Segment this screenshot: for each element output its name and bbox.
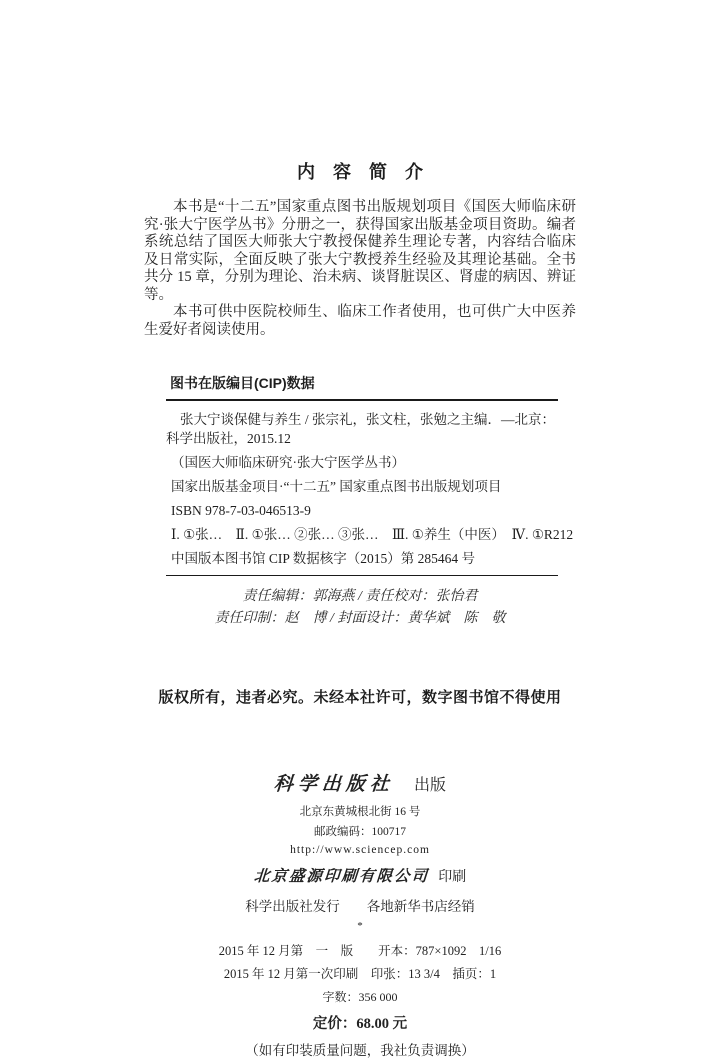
printer-line [0, 864, 720, 886]
word-count: 字数：356 000 [322, 990, 398, 1004]
colophon-divider-star: * [357, 920, 363, 932]
cip-project-line: 国家出版基金项目·“十二五” 国家重点图书出版规划项目 [171, 479, 502, 494]
intro-title: 内 容 简 介 [297, 162, 423, 182]
publisher-line [0, 769, 720, 796]
publisher-name: 科学出版社 [273, 774, 395, 795]
cip-section [166, 373, 574, 576]
cip-classification-line: Ⅰ. ①张… Ⅱ. ①张… ②张… ③张… Ⅲ. ①养生（中医） Ⅳ. ①R212 [171, 527, 574, 542]
intro-paragraph-1: 本书是“十二五”国家重点图书出版规划项目《国医大师临床研究·张大宁医学丛书》分册之一，获得国家出版基金项目资助。编者系统总结了国医大师张大宁教授保健养生理论专著，内容结合临床及日常实际，全面反映了张大宁教授养生经验及其理论基础。全书共分 15 章，分别为理论、治未病、谈肾脏误区、肾虚的病因、辨证等。 [144, 199, 576, 303]
printing-line: 2015 年 12 月第一次印刷 印张：13 3/4 插页：1 [223, 967, 497, 981]
printer-name: 北京盛源印刷有限公司 [253, 868, 430, 885]
printer-role: 印刷 [438, 870, 467, 885]
edition-line: 2015 年 12 月第 一 版 开本：787×1092 1/16 [218, 944, 502, 958]
distribution-line: 科学出版社发行 各地新华书店经销 [245, 899, 475, 914]
publisher-role: 出版 [414, 777, 447, 794]
cip-isbn-line: ISBN 978-7-03-046513-9 [171, 503, 311, 518]
cip-divider-top [166, 399, 558, 401]
colophon-section [0, 769, 720, 1059]
cip-publisher-line: 科学出版社，2015.12 [166, 431, 291, 446]
cip-divider-bottom [166, 575, 558, 576]
intro-paragraph-2: 本书可供中医院校师生、临床工作者使用，也可供广大中医养生爱好者阅读使用。 [144, 304, 576, 338]
cip-record-line: 中国版本图书馆 CIP 数据核字（2015）第 285464 号 [171, 551, 476, 566]
publisher-address: 北京东黄城根北街 16 号 [299, 806, 421, 818]
intro-body [144, 199, 576, 339]
website-url: http://www.sciencep.com [290, 844, 430, 856]
credits-line-2: 责任印制：赵 博 / 封面设计：黄华斌 陈 敬 [214, 611, 506, 626]
copyright-notice: 版权所有，违者必究。未经本社许可，数字图书馆不得使用 [158, 690, 562, 706]
postal-code: 邮政编码：100717 [314, 826, 406, 838]
credits-section [0, 586, 720, 630]
cip-series-line: （国医大师临床研究·张大宁医学丛书） [171, 455, 405, 470]
credits-line-1: 责任编辑：郭海燕 / 责任校对：张怡君 [242, 589, 478, 604]
cip-heading: 图书在版编目(CIP)数据 [170, 375, 315, 391]
cip-title-line: 张大宁谈保健与养生 / 张宗礼，张文柱，张勉之主编．—北京： [180, 412, 555, 427]
price: 定价：68.00 元 [312, 1016, 408, 1032]
intro-section [0, 0, 720, 339]
quality-note: （如有印装质量问题，我社负责调换） [245, 1043, 475, 1058]
